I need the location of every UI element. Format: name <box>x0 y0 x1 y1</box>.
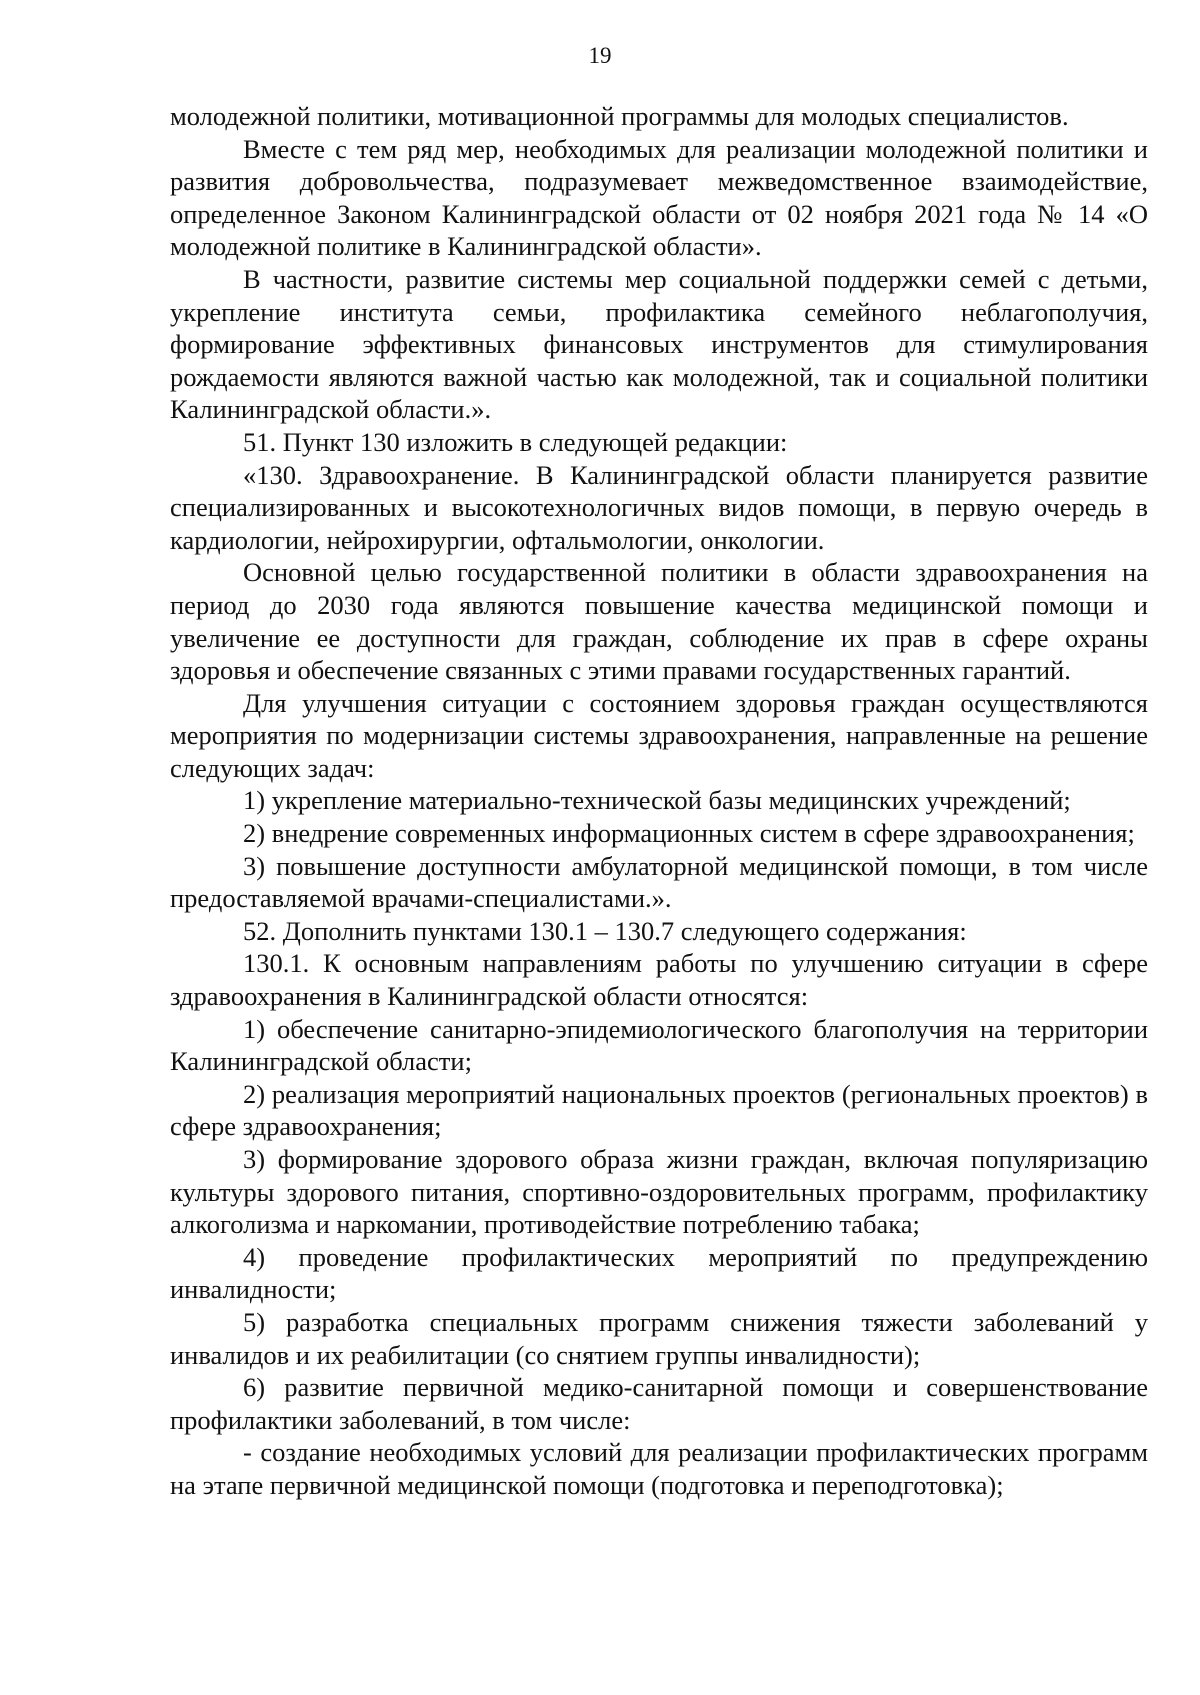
paragraph: 6) развитие первичной медико-санитарной помощи и совершенствование профилактики заболеваний, в том числе: <box>170 1372 1148 1435</box>
paragraph: Основной целью государственной политики в области здравоохранения на период до 2030 года являются повышение качества медицинской помощи и увеличение ее доступности для граждан, соблюдение их прав в сфере охраны здоровья и обеспечение связанных с этими правами государственных гарантий. <box>170 557 1148 686</box>
paragraph: 3) формирование здорового образа жизни граждан, включая популяризацию культуры здорового питания, спортивно-оздоровительных программ, профилактику алкоголизма и наркомании, противодействие потреблению табака; <box>170 1144 1148 1240</box>
paragraph: 130.1. К основным направлениям работы по улучшению ситуации в сфере здравоохранения в Калининградской области относятся: <box>170 948 1148 1012</box>
paragraph: 2) реализация мероприятий национальных проектов (региональных проектов) в сфере здравоохранения; <box>170 1078 1148 1142</box>
paragraph: Для улучшения ситуации с состоянием здоровья граждан осуществляются мероприятия по модернизации системы здравоохранения, направленные на решение следующих задач: <box>170 687 1148 783</box>
paragraph: 1) укрепление материально-технической базы медицинских учреждений; <box>243 785 1071 816</box>
paragraph: 2) внедрение современных информационных систем в сфере здравоохранения; <box>243 818 1135 849</box>
paragraph: Вместе с тем ряд мер, необходимых для реализации молодежной политики и развития добровольчества, подразумевает межведомственное взаимодействие, определенное Законом Калининградской области от 02 ноября 2021 года № 14 «О молодежной политике в Калининградской области». <box>170 133 1148 262</box>
paragraph: «130. Здравоохранение. В Калининградской области планируется развитие специализированных и высокотехнологичных видов помощи, в первую очередь в кардиологии, нейрохирургии, офтальмологии, онкологии. <box>170 459 1148 555</box>
paragraph: 1) обеспечение санитарно-эпидемиологического благополучия на территории Калининградской области; <box>170 1013 1148 1077</box>
paragraph: 4) проведение профилактических мероприятий по предупреждению инвалидности; <box>170 1241 1148 1305</box>
paragraph: 3) повышение доступности амбулаторной медицинской помощи, в том числе предоставляемой врачами-специалистами.». <box>170 850 1148 914</box>
paragraph: 5) разработка специальных программ снижения тяжести заболеваний у инвалидов и их реабилитации (со снятием группы инвалидности); <box>170 1306 1148 1370</box>
page-number: 19 <box>588 43 612 68</box>
paragraph: 51. Пункт 130 изложить в следующей редакции: <box>243 426 788 457</box>
paragraph: - создание необходимых условий для реализации профилактических программ на этапе первичной медицинской помощи (подготовка и переподготовка); <box>170 1437 1148 1500</box>
paragraph: 52. Дополнить пунктами 130.1 – 130.7 следующего содержания: <box>243 915 967 946</box>
document-body <box>170 100 1148 1502</box>
paragraph: молодежной политики, мотивационной программы для молодых специалистов. <box>170 101 1069 131</box>
paragraph: В частности, развитие системы мер социальной поддержки семей с детьми, укрепление института семьи, профилактика семейного неблагополучия, формирование эффективных финансовых инструментов для стимулирования рождаемости являются важной частью как молодежной, так и социальной политики Калининградской области.». <box>170 263 1148 425</box>
